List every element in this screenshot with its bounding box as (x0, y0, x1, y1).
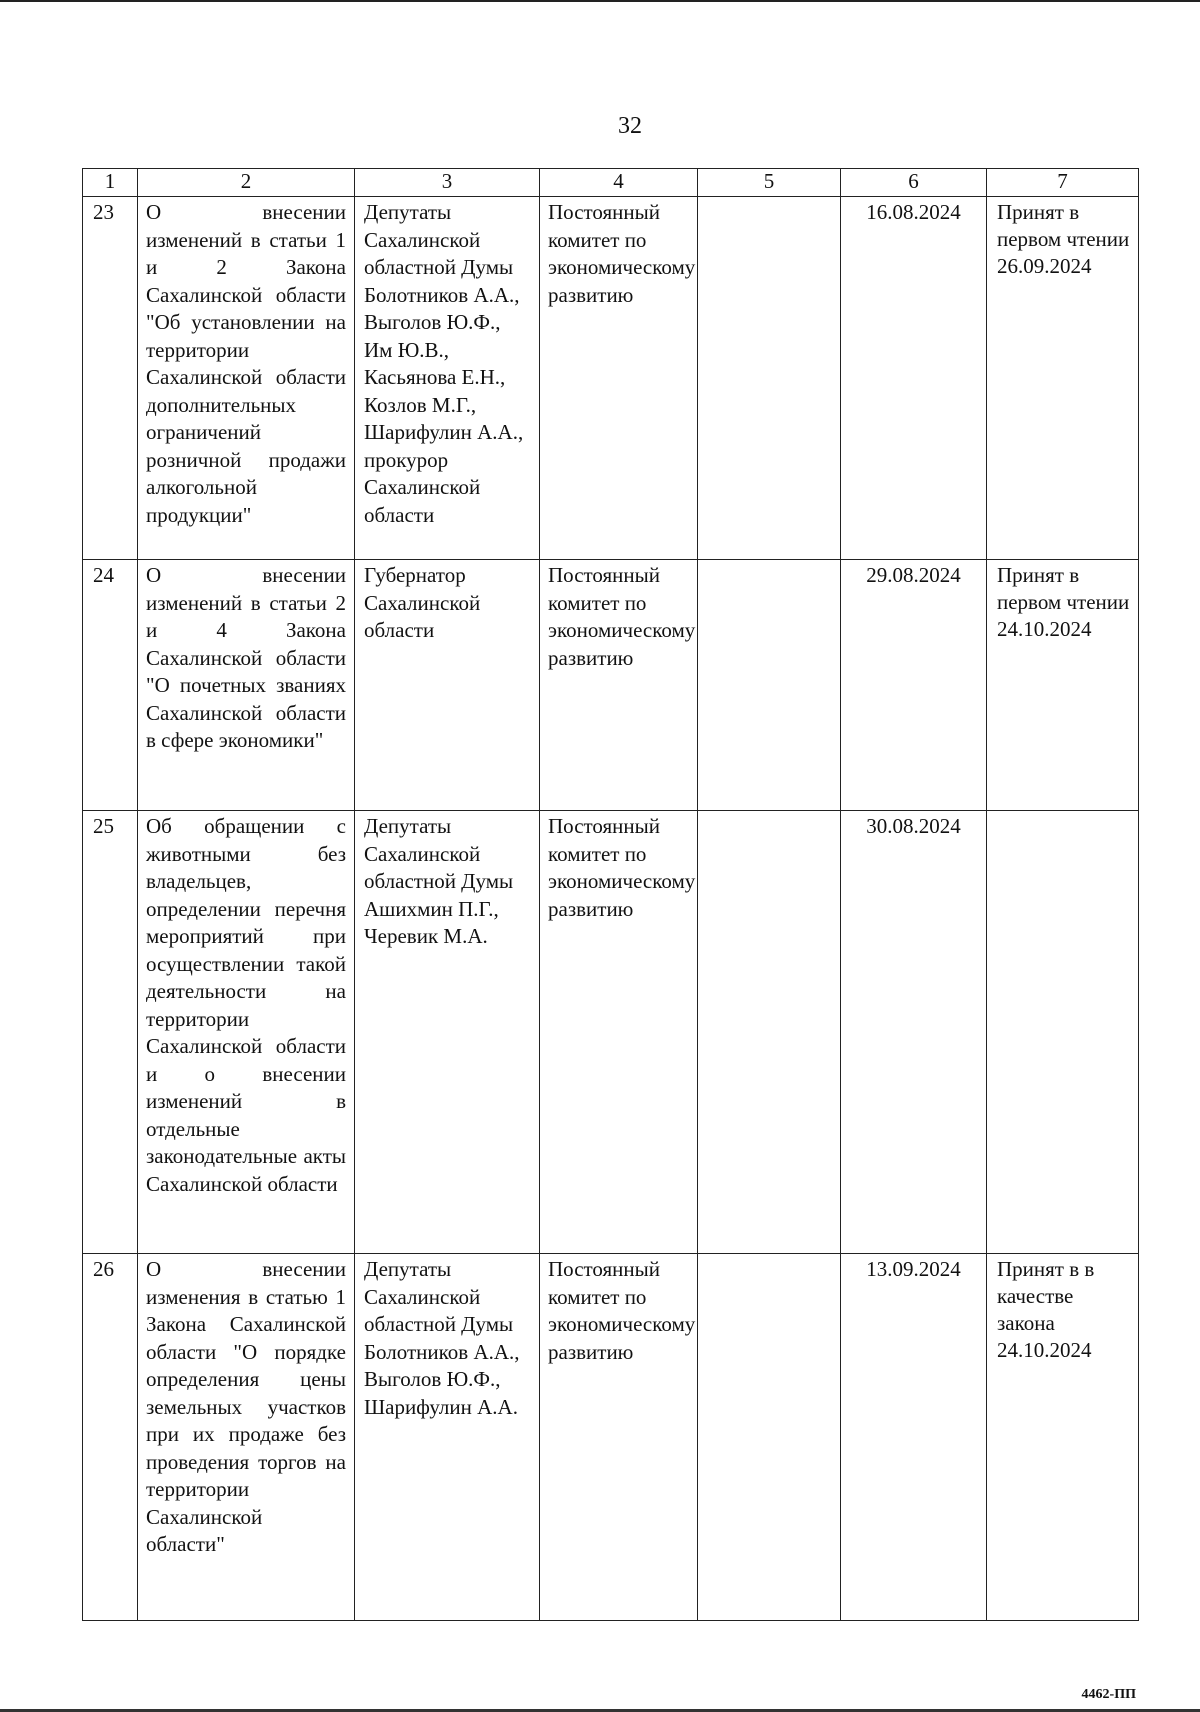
column-5-cell (698, 1254, 841, 1621)
submission-date: 30.08.2024 (841, 811, 987, 1254)
table-row (83, 197, 1139, 560)
bill-title: Об обращении с животными без владельцев, определении перечня мероприятий при осуществлении такой деятельности на территории Сахалинской области и о внесении изменений в отдельные законодательные акты Сахалинской области (138, 811, 355, 1254)
bill-author: Депутаты Сахалинской областной Думы Ашихмин П.Г., Черевик М.А. (355, 811, 540, 1254)
bill-author: Губернатор Сахалинской области (355, 560, 540, 811)
bill-result: Принят в первом чтении 24.10.2024 (987, 560, 1139, 811)
header-cell: 2 (138, 169, 355, 197)
table-row (83, 811, 1139, 1254)
bill-result (987, 811, 1139, 1254)
bills-registry-table (82, 168, 1139, 1621)
bill-author: Депутаты Сахалинской областной Думы Болотников А.А., Выголов Ю.Ф., Шарифулин А.А. (355, 1254, 540, 1621)
row-number: 26 (83, 1254, 138, 1621)
row-number: 25 (83, 811, 138, 1254)
row-number: 23 (83, 197, 138, 560)
responsible-committee: Постоянный комитет по экономическому развитию (540, 811, 698, 1254)
row-number: 24 (83, 560, 138, 811)
responsible-committee: Постоянный комитет по экономическому развитию (540, 197, 698, 560)
bill-result: Принят в в качестве закона 24.10.2024 (987, 1254, 1139, 1621)
header-cell: 1 (83, 169, 138, 197)
header-cell: 7 (987, 169, 1139, 197)
table-row (83, 560, 1139, 811)
responsible-committee: Постоянный комитет по экономическому развитию (540, 1254, 698, 1621)
page-number: 32 (618, 113, 642, 139)
table-header-row (83, 169, 1139, 197)
column-5-cell (698, 560, 841, 811)
bill-title: О внесении изменений в статьи 2 и 4 Закона Сахалинской области "О почетных званиях Сахалинской области в сфере экономики" (138, 560, 355, 811)
responsible-committee: Постоянный комитет по экономическому развитию (540, 560, 698, 811)
header-cell: 4 (540, 169, 698, 197)
document-code: 4462-ПП (1081, 1687, 1136, 1702)
submission-date: 13.09.2024 (841, 1254, 987, 1621)
column-5-cell (698, 197, 841, 560)
bill-result: Принят в первом чтении 26.09.2024 (987, 197, 1139, 560)
bill-title: О внесении изменения в статью 1 Закона Сахалинской области "О порядке определения цены земельных участков при их продаже без проведения торгов на территории Сахалинской области" (138, 1254, 355, 1621)
table-row (83, 1254, 1139, 1621)
top-scan-edge (0, 0, 1200, 2)
header-cell: 3 (355, 169, 540, 197)
header-cell: 5 (698, 169, 841, 197)
submission-date: 29.08.2024 (841, 560, 987, 811)
bill-author: Депутаты Сахалинской областной Думы Болотников А.А., Выголов Ю.Ф., Им Ю.В., Касьянова Е.Н., Козлов М.Г., Шарифулин А.А., прокурор Сахалинской области (355, 197, 540, 560)
submission-date: 16.08.2024 (841, 197, 987, 560)
header-cell: 6 (841, 169, 987, 197)
bill-title: О внесении изменений в статьи 1 и 2 Закона Сахалинской области "Об установлении на территории Сахалинской области дополнительных ограничений розничной продажи алкогольной продукции" (138, 197, 355, 560)
column-5-cell (698, 811, 841, 1254)
